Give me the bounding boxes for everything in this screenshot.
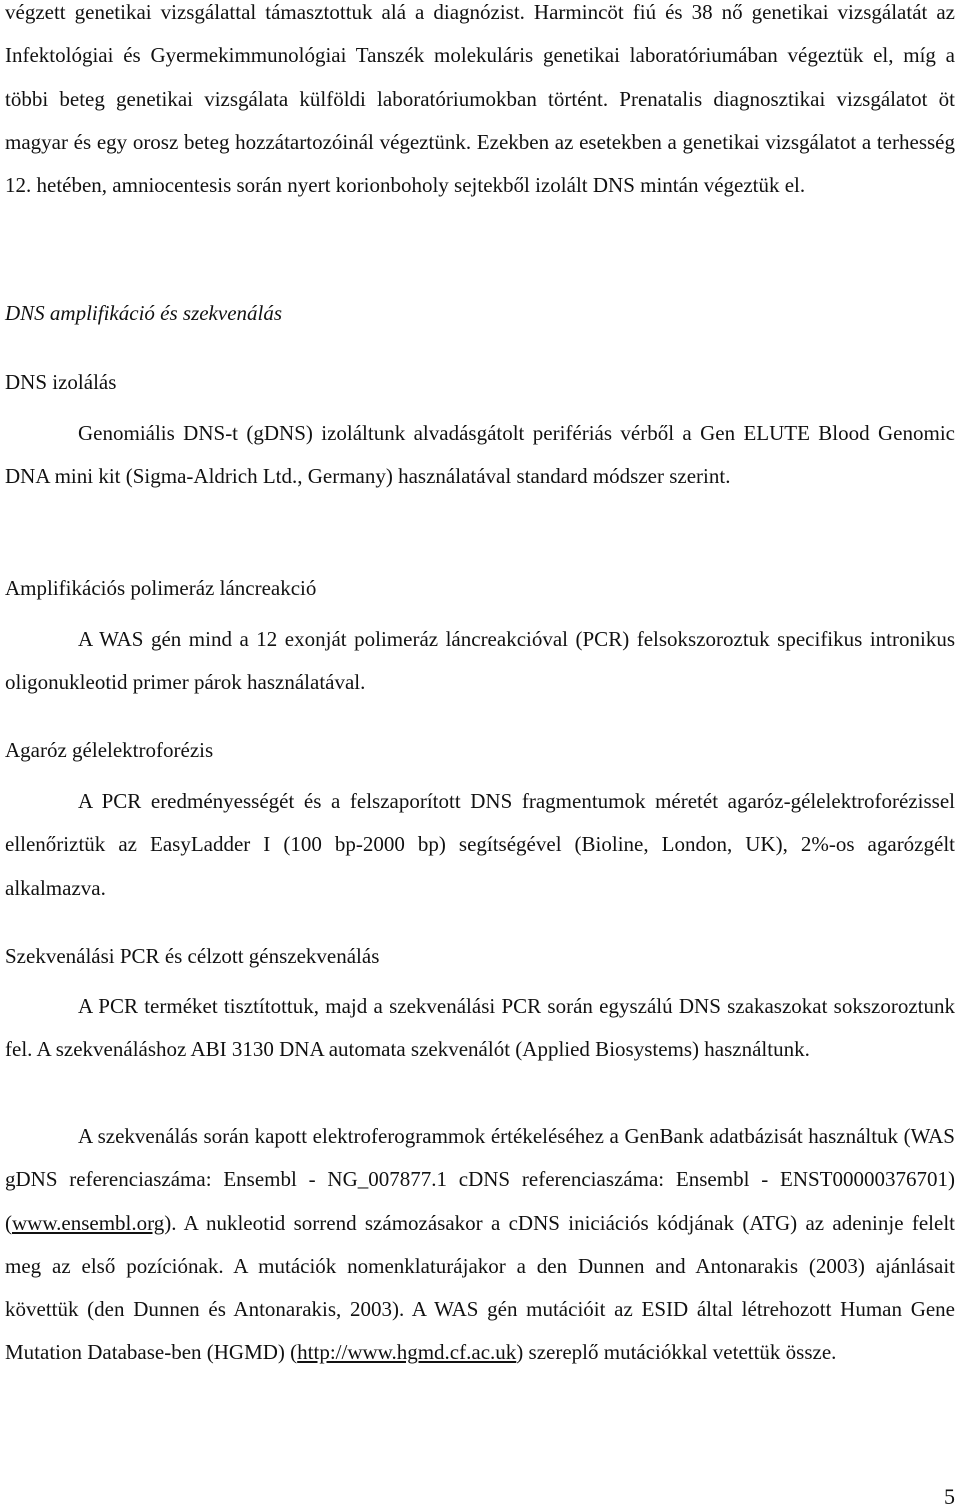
ensembl-link[interactable]: www.ensembl.org	[12, 1210, 165, 1235]
page-number: 5	[944, 1484, 955, 1509]
hgmd-link[interactable]: http://www.hgmd.cf.ac.uk	[297, 1340, 517, 1365]
sequencing-paragraph-2	[5, 1115, 955, 1375]
heading-sequencing: Szekvenálási PCR és célzott génszekvenálás	[5, 944, 380, 968]
sequencing-text-b: ). A nukleotid sorrend számozásakor a cDNS iniciációs kódjának (ATG) az adeninje felelt meg az első pozíciónak. A mutációk nomenklaturájakor a den Dunnen and Antonarakis (2003) ajánlásait követtük (den Dunnen és Antonarakis, 2003). A WAS gén mutációit az ESID által létrehozott Human Gene Mutation Database-ben (HGMD) (	[5, 1210, 955, 1365]
heading-agarose-gel: Agaróz gélelektroforézis	[5, 738, 214, 762]
sequencing-paragraph-1: A PCR terméket tisztítottuk, majd a szekvenálási PCR során egyszálú DNS szakaszokat sokszoroztunk fel. A szekvenáláshoz ABI 3130 DNA automata szekvenálót (Applied Biosystems) használtunk.	[5, 994, 955, 1062]
intro-paragraph: végzett genetikai vizsgálattal támasztottuk alá a diagnózist. Harmincöt fiú és 38 nő genetikai vizsgálatát az Infektológiai és Gyermekimmunológiai Tanszék molekuláris genetikai laboratóriumában végeztük el, míg a többi beteg genetikai vizsgálata külföldi laboratóriumokban történt. Prenatalis diagnosztikai vizsgálatot öt magyar és egy orosz beteg hozzátartozóinál végeztünk. Ezekben az esetekben a genetikai vizsgálatot a terhesség 12. hetében, amniocentesis során nyert korionboholy sejtekből izolált DNS mintán végeztük el.	[5, 0, 955, 198]
heading-dns-isolation: DNS izolálás	[5, 370, 117, 394]
sequencing-text-c: ) szereplő mutációkkal vetettük össze.	[516, 1340, 837, 1365]
agarose-paragraph: A PCR eredményességét és a felszaporított DNS fragmentumok méretét agaróz-gélelektroforézissel ellenőriztük az EasyLadder I (100 bp-2000 bp) segítségével (Bioline, London, UK), 2%-os agarózgélt alkalmazva.	[5, 789, 955, 900]
sequencing-text-a: A szekvenálás során kapott elektroferogrammok értékeléséhez a GenBank adatbázisát használtuk (WAS gDNS referenciaszáma: Ensembl - NG_007877.1 cDNS referenciaszáma: Ensembl - ENST00000376701) (	[5, 1124, 955, 1235]
section-title: DNS amplifikáció és szekvenálás	[5, 301, 283, 325]
pcr-paragraph: A WAS gén mind a 12 exonját polimeráz láncreakcióval (PCR) felsokszoroztuk specifikus intronikus oligonukleotid primer párok használatával.	[5, 627, 955, 695]
dns-isolation-paragraph: Genomiális DNS-t (gDNS) izoláltunk alvadásgátolt perifériás vérből a Gen ELUTE Blood Genomic DNA mini kit (Sigma-Aldrich Ltd., Germany) használatával standard módszer szerint.	[5, 421, 955, 489]
heading-pcr-amplification: Amplifikációs polimeráz láncreakció	[5, 576, 317, 600]
